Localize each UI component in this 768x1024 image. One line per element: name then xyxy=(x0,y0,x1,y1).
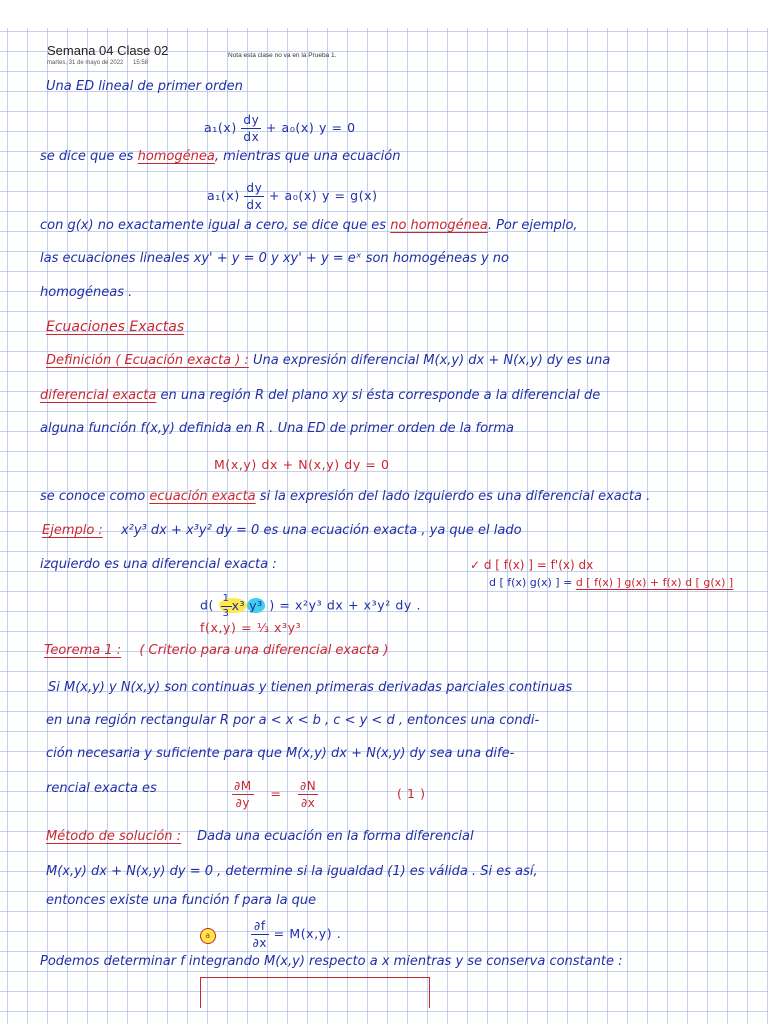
ex-eq1-d: d( xyxy=(200,597,215,613)
theorem-num1: ∂M xyxy=(232,778,254,795)
ex-eq1-rest: ) = x²y³ dx + x³y² dy . xyxy=(269,597,422,613)
method-step-marker-icon: a xyxy=(200,928,216,944)
eq2-coef: a₁(x) xyxy=(207,188,240,204)
method-line-3: Podemos determinar f integrando M(x,y) respecto a x mientras y se conserva constante : xyxy=(40,954,623,969)
theorem-equals: = xyxy=(270,786,282,802)
method-line-2: entonces existe una función f para la que xyxy=(46,893,317,908)
theorem-num2: ∂N xyxy=(298,778,318,795)
eq1-coef: a₁(x) xyxy=(204,120,237,136)
method-den: ∂x xyxy=(252,936,268,951)
theorem-dM-dy xyxy=(232,778,254,811)
side-note-2a: d [ f(x) g(x) ] = xyxy=(489,576,573,589)
method-num: ∂f xyxy=(251,918,270,935)
theorem-line-2: en una región rectangular R por a < x < b , c < y < d , entonces una condi- xyxy=(46,713,540,728)
theorem-criterion xyxy=(232,778,426,811)
method-line-1: M(x,y) dx + N(x,y) dy = 0 , determine si la igualdad (1) es válida . Si es así, xyxy=(46,864,538,879)
definition-line-3: alguna función f(x,y) definida en R . Una ED de primer orden de la forma xyxy=(40,421,515,436)
theorem-den2: ∂x xyxy=(300,796,316,811)
page-header-area xyxy=(0,0,768,28)
example-label: Ejemplo : xyxy=(42,523,103,538)
term-nonhomogeneous: no homogénea xyxy=(390,218,488,233)
page-date: martes, 31 de mayo de 2022 xyxy=(47,60,124,66)
ex-eq1-third xyxy=(221,592,232,620)
method-line-title xyxy=(46,830,474,843)
example-text-1: x²y³ dx + x³y² dy = 0 es una ecuación exacta , ya que el lado xyxy=(120,523,522,538)
eq2-derivative xyxy=(244,180,264,213)
note-line-5c: . Por ejemplo, xyxy=(487,218,578,233)
method-label: Método de solución : xyxy=(46,829,182,844)
method-equation xyxy=(200,918,341,951)
side-note-2 xyxy=(489,577,733,588)
method-df-dx xyxy=(251,918,270,951)
eq2-rest: + a₀(x) y = g(x) xyxy=(268,188,378,204)
definition-label: Definición ( Ecuación exacta ) : xyxy=(46,353,249,368)
definition-text-5a: se conoce como xyxy=(40,489,146,504)
theorem-label: Teorema 1 : xyxy=(44,643,122,658)
equation-homogeneous xyxy=(204,112,356,145)
side-note-2b: d [ f(x) ] g(x) + f(x) d [ g(x) ] xyxy=(575,576,734,589)
theorem-line-4: rencial exacta es xyxy=(46,781,157,796)
note-line-3 xyxy=(40,150,400,163)
definition-line-5 xyxy=(40,490,650,503)
definition-line-2 xyxy=(40,389,600,402)
note-line-5a: con g(x) no exactamente igual a cero, se dice que es xyxy=(40,218,387,233)
eq1-num: dy xyxy=(241,112,261,129)
note-line-5 xyxy=(40,219,578,232)
example-line-1 xyxy=(42,524,522,537)
section-heading-exact-equations: Ecuaciones Exactas xyxy=(46,319,185,335)
theorem-title: ( Criterio para una diferencial exacta ) xyxy=(139,643,389,658)
term-exact-differential: diferencial exacta xyxy=(40,388,157,403)
ex-eq1-frac-num: 1 xyxy=(221,592,232,607)
definition-text-5c: si la expresión del lado izquierdo es una diferencial exacta . xyxy=(259,489,651,504)
page-note: Nota esta clase no va en la Prueba 1. xyxy=(228,52,337,59)
eq1-den: dx xyxy=(243,130,260,145)
ex-eq1-highlight-x xyxy=(219,593,248,619)
method-eq-rest: = M(x,y) . xyxy=(273,926,342,942)
example-equation-2: f(x,y) = ⅓ x³y³ xyxy=(200,620,302,635)
term-homogeneous: homogénea xyxy=(137,149,215,164)
example-equation-1 xyxy=(200,592,421,620)
term-exact-equation: ecuación exacta xyxy=(149,489,256,504)
eq1-rest: + a₀(x) y = 0 xyxy=(265,120,356,136)
definition-equation: M(x,y) dx + N(x,y) dy = 0 xyxy=(214,457,390,472)
definition-line-1 xyxy=(46,354,610,367)
note-line-6: las ecuaciones lineales xy' + y = 0 y xy' + y = eˣ son homogéneas y no xyxy=(40,251,509,266)
theorem-line-1: Si M(x,y) y N(x,y) son continuas y tienen primeras derivadas parciales continuas xyxy=(48,680,573,695)
theorem-equation-ref: ( 1 ) xyxy=(396,786,426,802)
note-line-7: homogéneas . xyxy=(40,285,133,300)
theorem-dN-dx xyxy=(298,778,318,811)
theorem-line-3: ción necesaria y suficiente para que M(x,y) dx + N(x,y) dy sea una dife- xyxy=(46,746,515,761)
method-title: Dada una ecuación en la forma diferencial xyxy=(197,829,474,844)
definition-text-2: en una región R del plano xy si ésta corresponde a la diferencial de xyxy=(160,388,601,403)
note-line-1: Una ED lineal de primer orden xyxy=(46,79,243,94)
example-line-2: izquierdo es una diferencial exacta : xyxy=(40,557,277,572)
equation-box-partial xyxy=(200,977,430,1008)
eq2-den: dx xyxy=(246,198,263,213)
ex-eq1-x: x³ xyxy=(231,597,246,613)
page-title: Semana 04 Clase 02 xyxy=(47,43,169,58)
ex-eq1-highlight-y: y³ xyxy=(249,597,263,613)
note-line-3a: se dice que es xyxy=(40,149,134,164)
equation-nonhomogeneous xyxy=(207,180,378,213)
page-time: 15:58 xyxy=(133,60,149,66)
side-note-1: ✓ d [ f(x) ] = f'(x) dx xyxy=(470,558,594,572)
note-line-3c: , mientras que una ecuación xyxy=(214,149,401,164)
eq2-num: dy xyxy=(244,180,264,197)
theorem-den1: ∂y xyxy=(235,796,251,811)
definition-text-1: Una expresión diferencial M(x,y) dx + N(x,y) dy es una xyxy=(252,353,611,368)
ex-eq1-frac-den: 3 xyxy=(222,607,230,619)
eq1-derivative xyxy=(241,112,261,145)
theorem-line-title xyxy=(44,644,389,657)
